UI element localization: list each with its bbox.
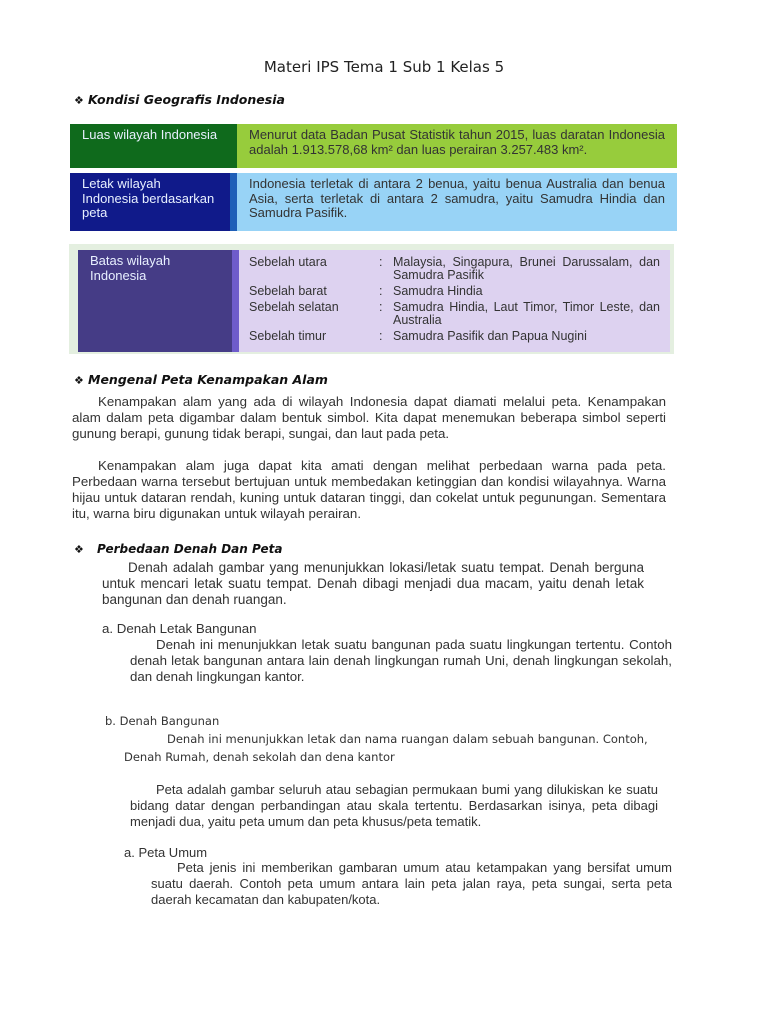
section-heading-kondisi: [74, 92, 285, 107]
divider: [230, 173, 237, 231]
bullet-icon: ❖: [74, 374, 84, 387]
bullet-icon: ❖: [74, 94, 84, 107]
table-row-letak: [70, 173, 677, 231]
text-line: Denah ini menunjukkan letak dan nama ruangan dalam sebuah bangunan. Contoh,: [167, 732, 648, 746]
section-heading-denah: [74, 542, 282, 556]
heading-text: Mengenal Peta Kenampakan Alam: [88, 372, 328, 387]
row-label: Letak wilayah Indonesia berdasarkan peta: [70, 173, 230, 231]
subheading: a. Denah Letak Bangunan: [102, 621, 257, 636]
paragraph: Kenampakan alam yang ada di wilayah Indonesia dapat diamati melalui peta. Kenampakan alam dalam peta digambar dalam bentuk simbol. Kita dapat menemukan beberapa simbol seperti gunung berapi, gunung tidak berapi, sungai, dan laut pada peta.: [72, 394, 666, 441]
text-line: Denah Rumah, denah sekolah dan dena kantor: [124, 750, 395, 764]
dir-value: Samudra Hindia: [393, 284, 483, 298]
subheading: a. Peta Umum: [124, 845, 208, 860]
row-label: Luas wilayah Indonesia: [70, 124, 237, 168]
paragraph: Denah adalah gambar yang menunjukkan lokasi/letak suatu tempat. Denah berguna untuk mencari letak suatu tempat. Denah dibagi menjadi dua macam, yaitu denah letak bangunan dan denah ruangan.: [102, 560, 644, 607]
heading-text: Perbedaan Denah Dan Peta: [97, 542, 283, 556]
dir-label: Sebelah timur: [249, 329, 327, 343]
bullet-icon: ❖: [74, 543, 84, 556]
table-row-luas: [70, 124, 677, 168]
paragraph: Peta jenis ini memberikan gambaran umum atau ketampakan yang bersifat umum suatu daerah. Contoh peta umum antara lain peta jalan raya, peta sungai, serta peta daerah kecamatan dan kabupaten/kota.: [151, 860, 672, 907]
row-label: Batas wilayah Indonesia: [78, 250, 232, 352]
heading-text: Kondisi Geografis Indonesia: [88, 92, 285, 107]
paragraph: Denah ini menunjukkan letak suatu bangunan pada suatu lingkungan tertentu. Contoh denah letak bangunan antara lain denah lingkungan rumah Uni, denah lingkungan sekolah, dan denah lingkungan kantor.: [130, 637, 672, 684]
dir-label: Sebelah selatan: [249, 300, 339, 314]
dir-value: Samudra Hindia, Laut Timor, Timor Leste, dan Australia: [393, 300, 660, 327]
divider: [232, 250, 239, 352]
row-text: Menurut data Badan Pusat Statistik tahun 2015, luas daratan Indonesia adalah 1.913.578,68 km² dan luas perairan 3.257.483 km².: [237, 124, 677, 168]
dir-label: Sebelah barat: [249, 284, 327, 298]
row-text: Indonesia terletak di antara 2 benua, yaitu benua Australia dan benua Asia, serta terletak di antara 2 samudra, yaitu Samudra Hindia dan Samudra Pasifik.: [237, 173, 677, 231]
paragraph: Kenampakan alam juga dapat kita amati dengan melihat perbedaan warna pada peta. Perbedaan warna tersebut bertujuan untuk membedakan ketinggian dan kondisi wilayahnya. Warna hijau untuk dataran rendah, kuning untuk dataran tinggi, dan cokelat untuk pegunungan. Sementara itu, warna biru digunakan untuk wilayah perairan.: [72, 458, 666, 521]
paragraph: Peta adalah gambar seluruh atau sebagian permukaan bumi yang dilukiskan ke suatu bidang datar dengan perbandingan atau skala tertentu. Berdasarkan isinya, peta dibagi menjadi dua, yaitu peta umum dan peta khusus/peta tematik.: [130, 782, 658, 829]
dir-label: Sebelah utara: [249, 255, 327, 269]
table-row-batas: [78, 250, 670, 352]
dir-value: Malaysia, Singapura, Brunei Darussalam, dan Samudra Pasifik: [393, 255, 660, 282]
dir-value: Samudra Pasifik dan Papua Nugini: [393, 329, 587, 343]
subheading: b. Denah Bangunan: [105, 714, 220, 728]
section-heading-kenampakan: [74, 372, 328, 387]
batas-list: Sebelah utara : Malaysia, Singapura, Brunei Darussalam, dan Samudra Pasifik Sebelah barat : Samudra Hindia Sebelah selatan : Samudra Hindia, Laut Timor, Timor Leste, dan Australia Sebelah timur : Samudra Pasifik dan Papua Nugini: [239, 250, 670, 352]
page-title: Materi IPS Tema 1 Sub 1 Kelas 5: [263, 58, 505, 76]
